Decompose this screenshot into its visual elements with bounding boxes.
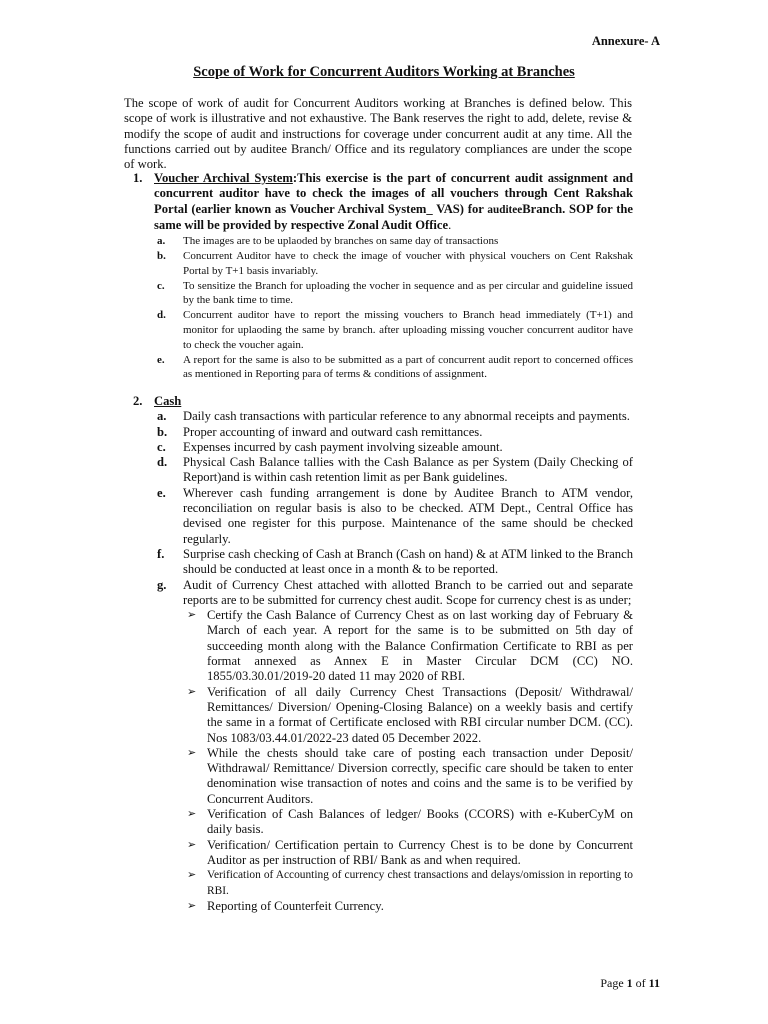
list-text: Expenses incurred by cash payment involving sizeable amount. bbox=[183, 439, 503, 454]
list-label: b. bbox=[157, 424, 168, 439]
arrow-bullet-icon: ➢ bbox=[187, 746, 197, 759]
section-heading-text: :This exercise is the part of concurrent audit assignment and concurrent auditor have to check the images of all vouchers through Cent Rakshak Portal (earlier known as Voucher Archival System_ VAS) for bbox=[154, 171, 633, 216]
cash-list bbox=[154, 409, 633, 914]
arrow-bullet-icon: ➢ bbox=[187, 899, 197, 912]
section-heading-small: auditee bbox=[487, 203, 523, 216]
section-number: 1. bbox=[133, 171, 143, 185]
list-text: Wherever cash funding arrangement is done by Auditee Branch to ATM vendor, reconciliation on regular basis is also to be checked. ATM Dept., Central Office has devised one register for this purpose. Maintenance of the same should be checked regularly. bbox=[183, 485, 633, 546]
arrow-bullet-icon: ➢ bbox=[187, 808, 197, 821]
page-footer bbox=[600, 976, 660, 991]
bullet-item bbox=[183, 685, 633, 746]
arrow-bullet-icon: ➢ bbox=[187, 838, 197, 851]
section-title: Voucher Archival System bbox=[154, 171, 293, 185]
list-text: To sensitize the Branch for uploading the vocher in sequence and as per circular and guideline issued by the bank time to time. bbox=[183, 279, 633, 307]
section-number: 2. bbox=[133, 394, 143, 408]
list-label: d. bbox=[157, 455, 168, 470]
bullet-item bbox=[183, 868, 633, 899]
list-item bbox=[154, 308, 633, 352]
arrow-bullet-icon: ➢ bbox=[187, 869, 197, 882]
list-label: c. bbox=[157, 279, 165, 292]
list-label: f. bbox=[157, 546, 165, 561]
section-voucher-archival bbox=[133, 171, 633, 382]
list-item bbox=[154, 249, 633, 278]
section-cash bbox=[133, 394, 633, 914]
list-item bbox=[154, 547, 633, 578]
voucher-list bbox=[154, 234, 633, 382]
page-title: Scope of Work for Concurrent Auditors Working at Branches bbox=[193, 64, 575, 80]
list-text: Surprise cash checking of Cash at Branch (Cash on hand) & at ATM linked to the Branch should be conducted at least once in a month & to be reported. bbox=[183, 546, 633, 577]
page-of-label: of bbox=[632, 976, 649, 990]
list-text: Concurrent auditor have to report the missing vouchers to Branch head immediately (T+1) and monitor for uplaoding the same by branch. after uploading missing voucher concurrent auditor have to check the voucher again. bbox=[183, 309, 633, 351]
list-text: Proper accounting of inward and outward cash remittances. bbox=[183, 424, 483, 439]
list-item bbox=[154, 353, 633, 382]
arrow-bullet-icon: ➢ bbox=[187, 685, 197, 698]
list-label: c. bbox=[157, 439, 166, 454]
list-item bbox=[154, 279, 633, 308]
page-label: Page bbox=[600, 976, 627, 990]
list-text: Physical Cash Balance tallies with the Cash Balance as per System (Daily Checking of Report)and is within cash retention limit as per Bank guidelines. bbox=[183, 455, 633, 485]
list-text: A report for the same is also to be submitted as a part of concurrent audit report to concerned offices as mentioned in Reporting para of terms & conditions of assignment. bbox=[183, 353, 633, 381]
section-heading-text-2: Branch. SOP for the same will be provided by respective Zonal Audit Office bbox=[154, 201, 634, 232]
page-number: 1 bbox=[626, 976, 633, 990]
list-item bbox=[154, 578, 633, 915]
list-item bbox=[154, 486, 633, 547]
section-heading-end: . bbox=[448, 217, 452, 232]
list-text: Daily cash transactions with particular reference to any abnormal receipts and payments. bbox=[183, 409, 630, 424]
list-label: e. bbox=[157, 485, 166, 500]
bullet-item bbox=[183, 608, 633, 684]
bullet-text: Verification of all daily Currency Chest Transactions (Deposit/ Withdrawal/ Remittances/ Diversion/ Opening-Closing Balance) on a weekly basis and certify the same in a format of Certificate enclosed with RBI circular number DCM. (CC). Nos 1083/03.44.01/2022-23 dated 05 December 2022. bbox=[207, 684, 633, 745]
section-heading bbox=[154, 171, 633, 233]
list-label: a. bbox=[157, 235, 166, 248]
bullet-item bbox=[183, 746, 633, 807]
bullet-text: Verification/ Certification pertain to Currency Chest is to be done by Concurrent Auditor as per instruction of RBI/ Bank as and when required. bbox=[207, 837, 633, 867]
list-label: g. bbox=[157, 577, 167, 592]
list-item bbox=[154, 234, 633, 249]
list-item bbox=[154, 409, 633, 424]
list-text: Audit of Currency Chest attached with allotted Branch to be carried out and separate reports are to be submitted for currency chest audit. Scope for currency chest is as under; bbox=[183, 577, 633, 607]
bullet-item bbox=[183, 899, 633, 914]
annexure-label: Annexure- A bbox=[591, 34, 660, 48]
section-title: Cash bbox=[154, 394, 182, 408]
intro-paragraph: The scope of work of audit for Concurrent Auditors working at Branches is defined below. This scope of work is illustrative and not exhaustive. The Bank reserves the right to add, delete, revise & modify the scope of audit and instructions for coverage under concurrent audit at any time. All the functions carried out by auditee Branch/ Office and its regulatory compliances are under the scope of work. bbox=[124, 96, 632, 172]
list-text: Concurrent Auditor have to check the image of voucher with physical vouchers on Cent Rakshak Portal by T+1 basis invariably. bbox=[183, 250, 633, 277]
bullet-text: Reporting of Counterfeit Currency. bbox=[207, 898, 384, 913]
bullet-item bbox=[183, 807, 633, 838]
currency-chest-list bbox=[183, 608, 633, 914]
list-item bbox=[154, 440, 633, 455]
list-item bbox=[154, 425, 633, 440]
list-label: a. bbox=[157, 409, 167, 424]
list-text: The images are to be uplaoded by branches on same day of transactions bbox=[183, 235, 499, 248]
bullet-text: Certify the Cash Balance of Currency Chest as on last working day of February & March of each year. A report for the same is to be submitted on 5th day of succeeding month along with the Balance Confirmation Certificate to RBI as per format annexed as Annex E in Master Circular DCM (CC) NO. 1855/03.30.01/2019-20 dated 11 may 2020 of RBI. bbox=[207, 608, 633, 684]
bullet-text: Verification of Cash Balances of ledger/ Books (CCORS) with e-KuberCyM on daily basis. bbox=[207, 807, 633, 837]
list-item bbox=[154, 455, 633, 486]
list-label: d. bbox=[157, 309, 166, 322]
bullet-item bbox=[183, 838, 633, 869]
arrow-bullet-icon: ➢ bbox=[187, 609, 197, 622]
bullet-text: Verification of Accounting of currency chest transactions and delays/omission in reporting to RBI. bbox=[207, 869, 633, 897]
bullet-text: While the chests should take care of posting each transaction under Deposit/ Withdrawal/ Remittance/ Diversion correctly, specific care should be taken to enter denomination wise transaction of notes and coins and the same is to be verified by Concurrent Auditors. bbox=[207, 745, 633, 806]
section-heading bbox=[154, 394, 633, 409]
list-label: b. bbox=[157, 250, 166, 263]
page-total: 11 bbox=[648, 976, 660, 990]
list-label: e. bbox=[157, 353, 165, 366]
